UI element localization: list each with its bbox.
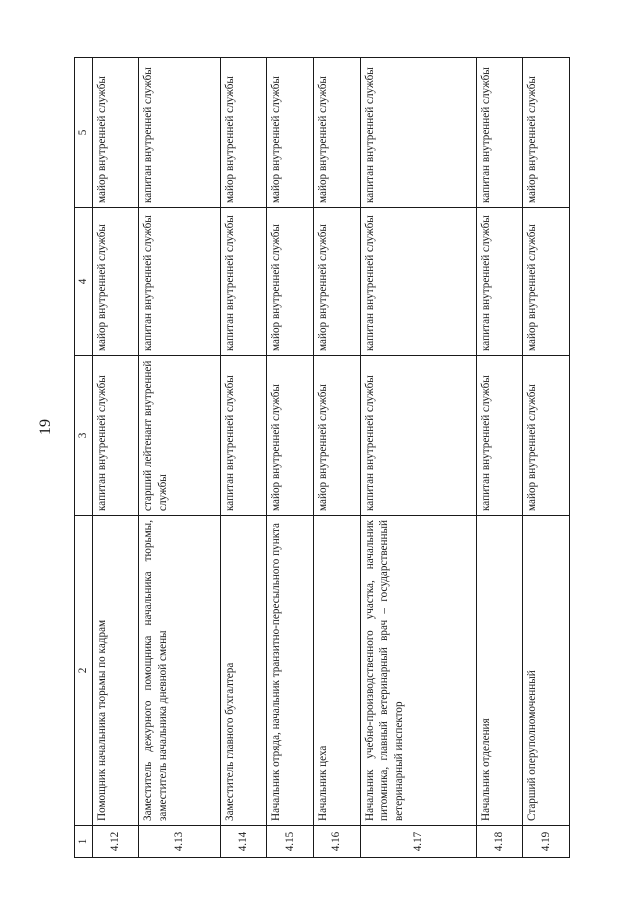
rank-column-5: майор внутренней службы (92, 58, 139, 208)
position-title: Начальник отряда, начальник транзитно-пересыльного пункта (267, 516, 314, 826)
rank-column-5: капитан внутренней службы (360, 58, 476, 208)
row-number: 4.12 (92, 826, 139, 858)
position-title: Заместитель дежурного помощника начальника тюрьмы, заместитель начальника дневной смены (139, 516, 220, 826)
position-title: Начальник цеха (313, 516, 360, 826)
rank-column-3: майор внутренней службы (523, 356, 570, 516)
rank-column-5: майор внутренней службы (313, 58, 360, 208)
rank-column-5: майор внутренней службы (267, 58, 314, 208)
rank-column-5: капитан внутренней службы (139, 58, 220, 208)
ranks-table (74, 57, 570, 858)
row-number: 4.17 (360, 826, 476, 858)
column-header: 2 (75, 516, 93, 826)
rank-column-5: майор внутренней службы (523, 58, 570, 208)
table-header-row (75, 58, 93, 858)
rank-column-3: капитан внутренней службы (92, 356, 139, 516)
rank-column-4: капитан внутренней службы (139, 208, 220, 356)
row-number: 4.19 (523, 826, 570, 858)
column-header: 4 (75, 208, 93, 356)
rank-column-3: капитан внутренней службы (360, 356, 476, 516)
table-row (139, 58, 220, 858)
position-title: Начальник учебно-производственного участка, начальник питомника, главный ветеринарный врач – государственный ветеринарный инспектор (360, 516, 476, 826)
position-title: Заместитель главного бухгалтера (220, 516, 267, 826)
column-header: 1 (75, 826, 93, 858)
row-number: 4.13 (139, 826, 220, 858)
column-header: 5 (75, 58, 93, 208)
table-row (523, 58, 570, 858)
table-row (267, 58, 314, 858)
rank-column-5: майор внутренней службы (220, 58, 267, 208)
rank-column-5: капитан внутренней службы (476, 58, 523, 208)
rank-column-3: капитан внутренней службы (220, 356, 267, 516)
table-row (476, 58, 523, 858)
position-title: Начальник отделения (476, 516, 523, 826)
row-number: 4.18 (476, 826, 523, 858)
rotated-table-container (74, 58, 570, 858)
row-number: 4.15 (267, 826, 314, 858)
position-title: Старший оперуполномоченный (523, 516, 570, 826)
rank-column-3: майор внутренней службы (313, 356, 360, 516)
rank-column-4: капитан внутренней службы (360, 208, 476, 356)
rank-column-3: майор внутренней службы (267, 356, 314, 516)
rank-column-4: майор внутренней службы (92, 208, 139, 356)
row-number: 4.14 (220, 826, 267, 858)
rank-column-4: майор внутренней службы (313, 208, 360, 356)
rank-column-3: капитан внутренней службы (476, 356, 523, 516)
table-row (220, 58, 267, 858)
table-row (360, 58, 476, 858)
rank-column-4: майор внутренней службы (523, 208, 570, 356)
table-row (92, 58, 139, 858)
column-header: 3 (75, 356, 93, 516)
page-number: 19 (37, 419, 54, 435)
position-title: Помощник начальника тюрьмы по кадрам (92, 516, 139, 826)
rank-column-4: капитан внутренней службы (476, 208, 523, 356)
row-number: 4.16 (313, 826, 360, 858)
table-row (313, 58, 360, 858)
rank-column-4: майор внутренней службы (267, 208, 314, 356)
rank-column-3: старший лейтенант внутренней службы (139, 356, 220, 516)
rank-column-4: капитан внутренней службы (220, 208, 267, 356)
